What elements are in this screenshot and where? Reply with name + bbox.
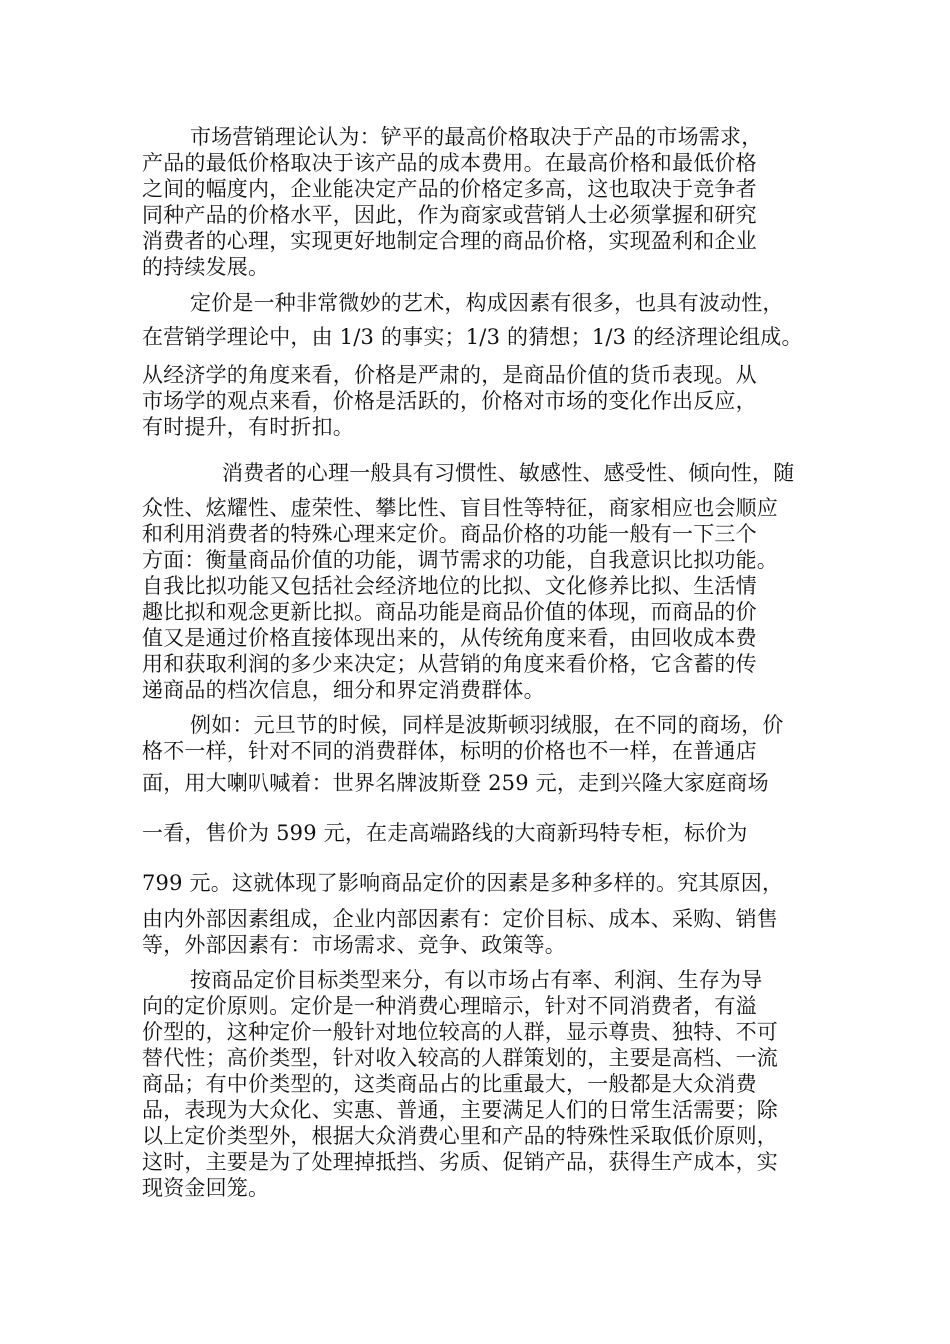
text-line: 替代性；高价类型，针对收入较高的人群策划的，主要是高档、一流 bbox=[142, 1046, 778, 1070]
text-line: 由内外部因素组成，企业内部因素有：定价目标、成本、采购、销售 bbox=[142, 907, 778, 931]
text-line: 有时提升，有时折扣。 bbox=[142, 415, 354, 439]
text-line: 从经济学的角度来看，价格是严肃的，是商品价值的货币表现。从 bbox=[142, 363, 757, 387]
text-line: 同种产品的价格水平，因此，作为商家或营销人士必须掌握和研究 bbox=[142, 203, 757, 227]
text-line: 用和获取利润的多少来决定；从营销的角度来看价格，它含蓄的传 bbox=[142, 652, 757, 676]
text-line: 例如：元旦节的时候，同样是波斯顿羽绒服，在不同的商场，价 bbox=[190, 713, 784, 737]
text-line: 消费者的心理一般具有习惯性、敏感性、感受性、倾向性，随 bbox=[222, 461, 795, 485]
text-line: 以上定价类型外，根据大众消费心里和产品的特殊性采取低价原则， bbox=[142, 1124, 778, 1148]
text-line: 和利用消费者的特殊心理来定价。商品价格的功能一般有一下三个 bbox=[142, 522, 757, 546]
text-line: 这时，主要是为了处理掉抵挡、劣质、促销产品，获得生产成本，实 bbox=[142, 1150, 778, 1174]
text-line: 产品的最低价格取决于该产品的成本费用。在最高价格和最低价格 bbox=[142, 151, 757, 175]
text-line: 向的定价原则。定价是一种消费心理暗示，针对不同消费者，有溢 bbox=[142, 994, 757, 1018]
text-line: 消费者的心理，实现更好地制定合理的商品价格，实现盈利和企业 bbox=[142, 229, 757, 253]
text-line: 799 元。这就体现了影响商品定价的因素是多种多样的。究其原因， bbox=[142, 871, 784, 895]
text-line: 一看，售价为 599 元，在走高端路线的大商新玛特专柜，标价为 bbox=[142, 821, 748, 845]
text-line: 在营销学理论中，由 1/3 的事实；1/3 的猜想；1/3 的经济理论组成。 bbox=[142, 325, 803, 349]
text-line: 之间的幅度内，企业能决定产品的价格定多高，这也取决于竞争者 bbox=[142, 177, 757, 201]
text-line: 价型的，这种定价一般针对地位较高的人群，显示尊贵、独特、不可 bbox=[142, 1020, 778, 1044]
text-line: 众性、炫耀性、虚荣性、攀比性、盲目性等特征，商家相应也会顺应 bbox=[142, 496, 778, 520]
text-line: 等，外部因素有：市场需求、竞争、政策等。 bbox=[142, 933, 566, 957]
text-line: 方面：衡量商品价值的功能，调节需求的功能，自我意识比拟功能。 bbox=[142, 548, 778, 572]
text-line: 递商品的档次信息，细分和界定消费群体。 bbox=[142, 678, 545, 702]
text-line: 自我比拟功能又包括社会经济地位的比拟、文化修养比拟、生活情 bbox=[142, 574, 757, 598]
text-line: 值又是通过价格直接体现出来的，从传统角度来看，由回收成本费 bbox=[142, 626, 757, 650]
text-line: 格不一样，针对不同的消费群体，标明的价格也不一样，在普通店 bbox=[142, 739, 757, 763]
text-line: 面，用大喇叭喊着：世界名牌波斯登 259 元，走到兴隆大家庭商场 bbox=[142, 771, 769, 795]
text-line: 市场营销理论认为：铲平的最高价格取决于产品的市场需求， bbox=[190, 125, 763, 149]
text-line: 定价是一种非常微妙的艺术，构成因素有很多，也具有波动性， bbox=[190, 291, 784, 315]
text-line: 按商品定价目标类型来分，有以市场占有率、利润、生存为导 bbox=[190, 968, 763, 992]
text-line: 商品；有中价类型的，这类商品占的比重最大，一般都是大众消费 bbox=[142, 1072, 757, 1096]
text-line: 趣比拟和观念更新比拟。商品功能是商品价值的体现，而商品的价 bbox=[142, 600, 757, 624]
text-line: 市场学的观点来看，价格是活跃的，价格对市场的变化作出反应， bbox=[142, 389, 757, 413]
text-line: 品，表现为大众化、实惠、普通，主要满足人们的日常生活需要；除 bbox=[142, 1098, 778, 1122]
text-line: 的持续发展。 bbox=[142, 255, 270, 279]
text-line: 现资金回笼。 bbox=[142, 1176, 270, 1200]
